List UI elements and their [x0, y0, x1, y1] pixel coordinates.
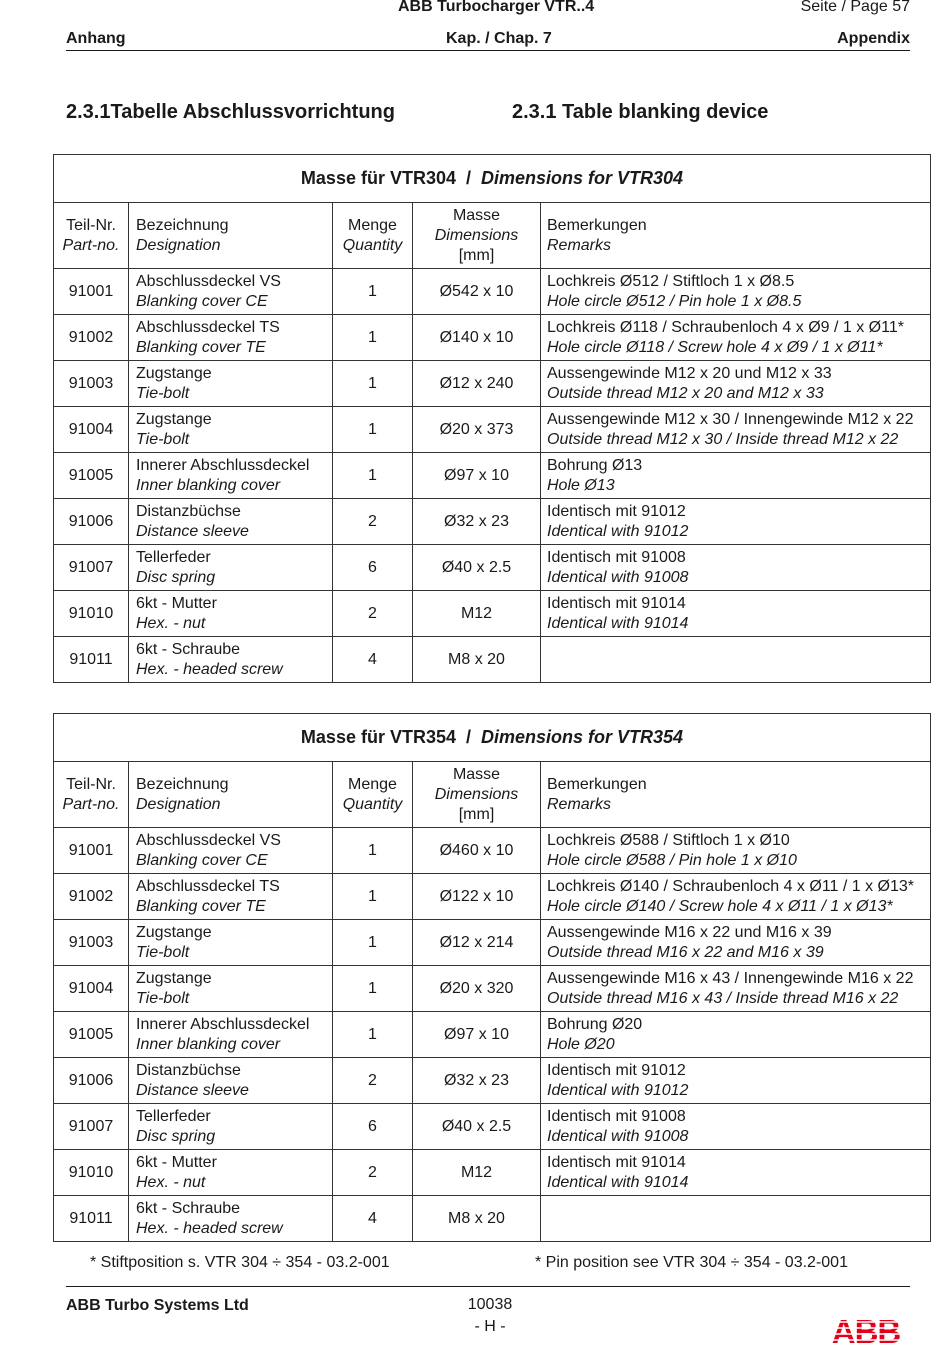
designation-de: Tellerfeder: [136, 548, 211, 566]
designation-de: Abschlussdeckel TS: [136, 877, 280, 895]
remarks-de: Identisch mit 91012: [547, 1061, 686, 1079]
remarks-cell: [541, 269, 931, 315]
header-quantity-en: Quantity: [342, 236, 403, 254]
abb-logo-icon: [828, 1316, 904, 1346]
quantity-cell: 4: [333, 1196, 413, 1242]
part-number-cell: 91006: [54, 1058, 129, 1104]
dimension-cell: Ø140 x 10: [413, 315, 541, 361]
table-header-row: [54, 762, 931, 828]
footer-divider: [66, 1286, 910, 1287]
table-row: [54, 966, 931, 1012]
remarks-cell: [541, 637, 931, 683]
quantity-cell: 1: [333, 920, 413, 966]
remarks-de: Aussengewinde M12 x 20 und M12 x 33: [547, 364, 832, 382]
dimension-cell: Ø542 x 10: [413, 269, 541, 315]
header-quantity-de: Menge: [348, 775, 397, 793]
header-dimensions-de: Masse: [452, 765, 501, 783]
remarks-de: Aussengewinde M16 x 22 und M16 x 39: [547, 923, 832, 941]
table-caption-de: Masse für VTR304: [300, 168, 456, 188]
part-number-cell: 91003: [54, 361, 129, 407]
designation-en: Disc spring: [136, 568, 216, 586]
remarks-de: Identisch mit 91008: [547, 548, 686, 566]
designation-cell: [129, 269, 333, 315]
header-dimensions: [413, 203, 541, 269]
designation-en: Tie-bolt: [136, 384, 190, 402]
header-left-label: Anhang: [66, 30, 126, 47]
remarks-de: Lochkreis Ø588 / Stiftloch 1 x Ø10: [547, 831, 790, 849]
remarks-cell: [541, 920, 931, 966]
remarks-en: Outside thread M16 x 22 and M16 x 39: [547, 943, 824, 961]
designation-en: Blanking cover CE: [136, 292, 268, 310]
table-row: [54, 1012, 931, 1058]
table-caption-separator: /: [456, 168, 482, 188]
header-part-no-en: Part-no.: [62, 236, 120, 254]
part-number-cell: 91004: [54, 407, 129, 453]
designation-cell: [129, 361, 333, 407]
designation-en: Tie-bolt: [136, 989, 190, 1007]
quantity-cell: 6: [333, 545, 413, 591]
remarks-en: Outside thread M12 x 20 and M12 x 33: [547, 384, 824, 402]
designation-de: Distanzbüchse: [136, 1061, 241, 1079]
designation-en: Inner blanking cover: [136, 1035, 281, 1053]
header-quantity: [333, 203, 413, 269]
dimension-cell: Ø32 x 23: [413, 499, 541, 545]
header-dimensions-unit: [mm]: [458, 246, 495, 264]
header-remarks: [541, 762, 931, 828]
dimension-cell: Ø40 x 2.5: [413, 1104, 541, 1150]
remarks-en: Identical with 91012: [547, 522, 689, 540]
table-caption: [54, 155, 931, 203]
designation-de: Abschlussdeckel TS: [136, 318, 280, 336]
dimension-cell: Ø20 x 373: [413, 407, 541, 453]
dimension-cell: Ø12 x 240: [413, 361, 541, 407]
designation-cell: [129, 407, 333, 453]
remarks-cell: [541, 315, 931, 361]
part-number-cell: 91006: [54, 499, 129, 545]
remarks-cell: [541, 1104, 931, 1150]
designation-en: Hex. - headed screw: [136, 1219, 283, 1237]
designation-cell: [129, 637, 333, 683]
designation-de: 6kt - Mutter: [136, 1153, 217, 1171]
designation-cell: [129, 966, 333, 1012]
header-dimensions: [413, 762, 541, 828]
designation-cell: [129, 1104, 333, 1150]
remarks-de: Aussengewinde M12 x 30 / Innengewinde M12 x 22: [547, 410, 914, 428]
remarks-de: Lochkreis Ø140 / Schraubenloch 4 x Ø11 / 1 x Ø13*: [547, 877, 915, 895]
designation-en: Hex. - nut: [136, 1173, 206, 1191]
designation-cell: [129, 828, 333, 874]
quantity-cell: 1: [333, 361, 413, 407]
part-number-cell: 91011: [54, 637, 129, 683]
remarks-cell: [541, 545, 931, 591]
quantity-cell: 1: [333, 966, 413, 1012]
designation-cell: [129, 1150, 333, 1196]
remarks-en: Identical with 91008: [547, 568, 689, 586]
designation-de: Distanzbüchse: [136, 502, 241, 520]
remarks-en: Identical with 91014: [547, 1173, 689, 1191]
table-caption-separator: /: [456, 727, 482, 747]
remarks-cell: [541, 1150, 931, 1196]
header-dimensions-de: Masse: [452, 206, 501, 224]
part-number-cell: 91003: [54, 920, 129, 966]
quantity-cell: 4: [333, 637, 413, 683]
table-caption-en: Dimensions for VTR304: [481, 168, 684, 188]
remarks-cell: [541, 499, 931, 545]
header-right-label: Appendix: [837, 30, 910, 47]
abb-logo-text: ABB: [831, 1316, 901, 1346]
designation-de: Zugstange: [136, 410, 212, 428]
designation-en: Disc spring: [136, 1127, 216, 1145]
designation-cell: [129, 453, 333, 499]
quantity-cell: 2: [333, 499, 413, 545]
quantity-cell: 1: [333, 315, 413, 361]
remarks-en: Hole circle Ø118 / Screw hole 4 x Ø9 / 1 x Ø11*: [547, 338, 883, 356]
table-row: [54, 361, 931, 407]
designation-de: 6kt - Schraube: [136, 640, 241, 658]
quantity-cell: 6: [333, 1104, 413, 1150]
remarks-cell: [541, 966, 931, 1012]
header-part-no-de: Teil-Nr.: [66, 216, 116, 234]
remarks-en: Identical with 91008: [547, 1127, 689, 1145]
designation-de: Abschlussdeckel VS: [136, 831, 281, 849]
page-header-row: [66, 30, 910, 50]
remarks-cell: [541, 1012, 931, 1058]
designation-cell: [129, 1196, 333, 1242]
header-dimensions-en: Dimensions: [434, 226, 519, 244]
page-number: Seite / Page 57: [800, 0, 910, 15]
dimension-cell: Ø97 x 10: [413, 1012, 541, 1058]
table-caption-row: [54, 714, 931, 762]
table-row: [54, 874, 931, 920]
part-number-cell: 91007: [54, 1104, 129, 1150]
designation-de: Tellerfeder: [136, 1107, 211, 1125]
table-caption-row: [54, 155, 931, 203]
part-number-cell: 91010: [54, 1150, 129, 1196]
designation-en: Blanking cover CE: [136, 851, 268, 869]
remarks-de: Lochkreis Ø512 / Stiftloch 1 x Ø8.5: [547, 272, 795, 290]
remarks-cell: [541, 874, 931, 920]
designation-cell: [129, 920, 333, 966]
designation-de: Innerer Abschlussdeckel: [136, 456, 310, 474]
table-row: [54, 1104, 931, 1150]
table-row: [54, 545, 931, 591]
dimension-cell: Ø12 x 214: [413, 920, 541, 966]
table-row: [54, 1058, 931, 1104]
header-dimensions-unit: [mm]: [458, 805, 495, 823]
table-row: [54, 1150, 931, 1196]
designation-en: Distance sleeve: [136, 1081, 249, 1099]
quantity-cell: 2: [333, 1058, 413, 1104]
quantity-cell: 2: [333, 591, 413, 637]
header-quantity-de: Menge: [348, 216, 397, 234]
designation-de: Abschlussdeckel VS: [136, 272, 281, 290]
section-heading-en: 2.3.1 Table blanking device: [512, 101, 769, 123]
dimension-cell: M12: [413, 1150, 541, 1196]
header-remarks: [541, 203, 931, 269]
table-row: [54, 920, 931, 966]
part-number-cell: 91004: [54, 966, 129, 1012]
header-part-no-en: Part-no.: [62, 795, 120, 813]
remarks-en: Hole circle Ø512 / Pin hole 1 x Ø8.5: [547, 292, 802, 310]
header-part-no-de: Teil-Nr.: [66, 775, 116, 793]
remarks-en: Hole circle Ø588 / Pin hole 1 x Ø10: [547, 851, 797, 869]
dimension-cell: M8 x 20: [413, 1196, 541, 1242]
designation-cell: [129, 1058, 333, 1104]
header-designation-de: Bezeichnung: [136, 216, 229, 234]
designation-cell: [129, 591, 333, 637]
remarks-cell: [541, 407, 931, 453]
designation-cell: [129, 315, 333, 361]
designation-de: Zugstange: [136, 364, 212, 382]
document-number: 10038: [467, 1296, 513, 1313]
quantity-cell: 1: [333, 269, 413, 315]
quantity-cell: 1: [333, 874, 413, 920]
header-designation: [129, 762, 333, 828]
quantity-cell: 1: [333, 453, 413, 499]
designation-en: Hex. - headed screw: [136, 660, 283, 678]
header-divider: [66, 50, 910, 51]
header-remarks-en: Remarks: [547, 236, 612, 254]
remarks-en: Identical with 91014: [547, 614, 689, 632]
dimension-cell: M12: [413, 591, 541, 637]
page-header-top: [66, 0, 910, 20]
quantity-cell: 2: [333, 1150, 413, 1196]
remarks-en: Outside thread M12 x 30 / Inside thread M12 x 22: [547, 430, 899, 448]
designation-en: Distance sleeve: [136, 522, 249, 540]
remarks-en: Identical with 91012: [547, 1081, 689, 1099]
header-chapter-label: Kap. / Chap. 7: [446, 30, 552, 47]
designation-en: Inner blanking cover: [136, 476, 281, 494]
table-row: [54, 315, 931, 361]
remarks-en: Hole Ø13: [547, 476, 615, 494]
header-dimensions-en: Dimensions: [434, 785, 519, 803]
designation-cell: [129, 499, 333, 545]
part-number-cell: 91005: [54, 1012, 129, 1058]
designation-en: Tie-bolt: [136, 430, 190, 448]
table-caption-en: Dimensions for VTR354: [481, 727, 684, 747]
designation-de: 6kt - Mutter: [136, 594, 217, 612]
designation-en: Blanking cover TE: [136, 338, 266, 356]
document-title: ABB Turbocharger VTR..4: [398, 0, 595, 15]
part-number-cell: 91001: [54, 269, 129, 315]
remarks-de: Bohrung Ø20: [547, 1015, 643, 1033]
designation-cell: [129, 874, 333, 920]
dimension-cell: Ø122 x 10: [413, 874, 541, 920]
remarks-de: Identisch mit 91008: [547, 1107, 686, 1125]
quantity-cell: 1: [333, 407, 413, 453]
table-row: [54, 591, 931, 637]
table-caption: [54, 714, 931, 762]
header-remarks-de: Bemerkungen: [547, 216, 647, 234]
remarks-en: Hole circle Ø140 / Screw hole 4 x Ø11 / 1 x Ø13*: [547, 897, 893, 915]
remarks-de: Identisch mit 91014: [547, 594, 686, 612]
quantity-cell: 1: [333, 1012, 413, 1058]
part-number-cell: 91002: [54, 874, 129, 920]
part-number-cell: 91011: [54, 1196, 129, 1242]
revision-label: - H -: [474, 1318, 506, 1335]
designation-de: Zugstange: [136, 969, 212, 987]
header-part-no: [54, 203, 129, 269]
remarks-cell: [541, 591, 931, 637]
part-number-cell: 91005: [54, 453, 129, 499]
company-name: ABB Turbo Systems Ltd: [66, 1297, 249, 1314]
part-number-cell: 91002: [54, 315, 129, 361]
dimension-cell: Ø97 x 10: [413, 453, 541, 499]
header-designation: [129, 203, 333, 269]
table-row: [54, 453, 931, 499]
designation-de: 6kt - Schraube: [136, 1199, 241, 1217]
table-row: [54, 407, 931, 453]
remarks-de: Identisch mit 91012: [547, 502, 686, 520]
remarks-cell: [541, 1196, 931, 1242]
header-designation-de: Bezeichnung: [136, 775, 229, 793]
part-number-cell: 91007: [54, 545, 129, 591]
header-quantity: [333, 762, 413, 828]
part-number-cell: 91010: [54, 591, 129, 637]
designation-en: Blanking cover TE: [136, 897, 266, 915]
table-row: [54, 828, 931, 874]
header-quantity-en: Quantity: [342, 795, 403, 813]
dimension-cell: Ø32 x 23: [413, 1058, 541, 1104]
remarks-de: Bohrung Ø13: [547, 456, 643, 474]
footnote-en: * Pin position see VTR 304 ÷ 354 - 03.2-001: [535, 1254, 848, 1271]
designation-en: Tie-bolt: [136, 943, 190, 961]
remarks-en: Outside thread M16 x 43 / Inside thread M16 x 22: [547, 989, 899, 1007]
part-number-cell: 91001: [54, 828, 129, 874]
designation-en: Hex. - nut: [136, 614, 206, 632]
designation-de: Innerer Abschlussdeckel: [136, 1015, 310, 1033]
dimension-cell: Ø460 x 10: [413, 828, 541, 874]
dimensions-table-vtr354: [53, 713, 931, 1242]
header-part-no: [54, 762, 129, 828]
remarks-cell: [541, 361, 931, 407]
table-caption-de: Masse für VTR354: [300, 727, 456, 747]
header-remarks-de: Bemerkungen: [547, 775, 647, 793]
section-heading-de: 2.3.1Tabelle Abschlussvorrichtung: [66, 101, 395, 123]
dimension-cell: Ø40 x 2.5: [413, 545, 541, 591]
remarks-de: Aussengewinde M16 x 43 / Innengewinde M16 x 22: [547, 969, 914, 987]
remarks-cell: [541, 828, 931, 874]
dimension-cell: M8 x 20: [413, 637, 541, 683]
remarks-de: Lochkreis Ø118 / Schraubenloch 4 x Ø9 / 1 x Ø11*: [547, 318, 904, 336]
document-number-block: [430, 1294, 550, 1338]
table-header-row: [54, 203, 931, 269]
remarks-en: Hole Ø20: [547, 1035, 615, 1053]
remarks-cell: [541, 453, 931, 499]
remarks-cell: [541, 1058, 931, 1104]
header-designation-en: Designation: [136, 236, 221, 254]
footnote-de: * Stiftposition s. VTR 304 ÷ 354 - 03.2-001: [90, 1254, 390, 1271]
designation-de: Zugstange: [136, 923, 212, 941]
table-row: [54, 637, 931, 683]
table-row: [54, 1196, 931, 1242]
quantity-cell: 1: [333, 828, 413, 874]
table-row: [54, 269, 931, 315]
header-designation-en: Designation: [136, 795, 221, 813]
designation-cell: [129, 545, 333, 591]
remarks-de: Identisch mit 91014: [547, 1153, 686, 1171]
dimension-cell: Ø20 x 320: [413, 966, 541, 1012]
header-remarks-en: Remarks: [547, 795, 612, 813]
dimensions-table-vtr304: [53, 154, 931, 683]
table-row: [54, 499, 931, 545]
designation-cell: [129, 1012, 333, 1058]
